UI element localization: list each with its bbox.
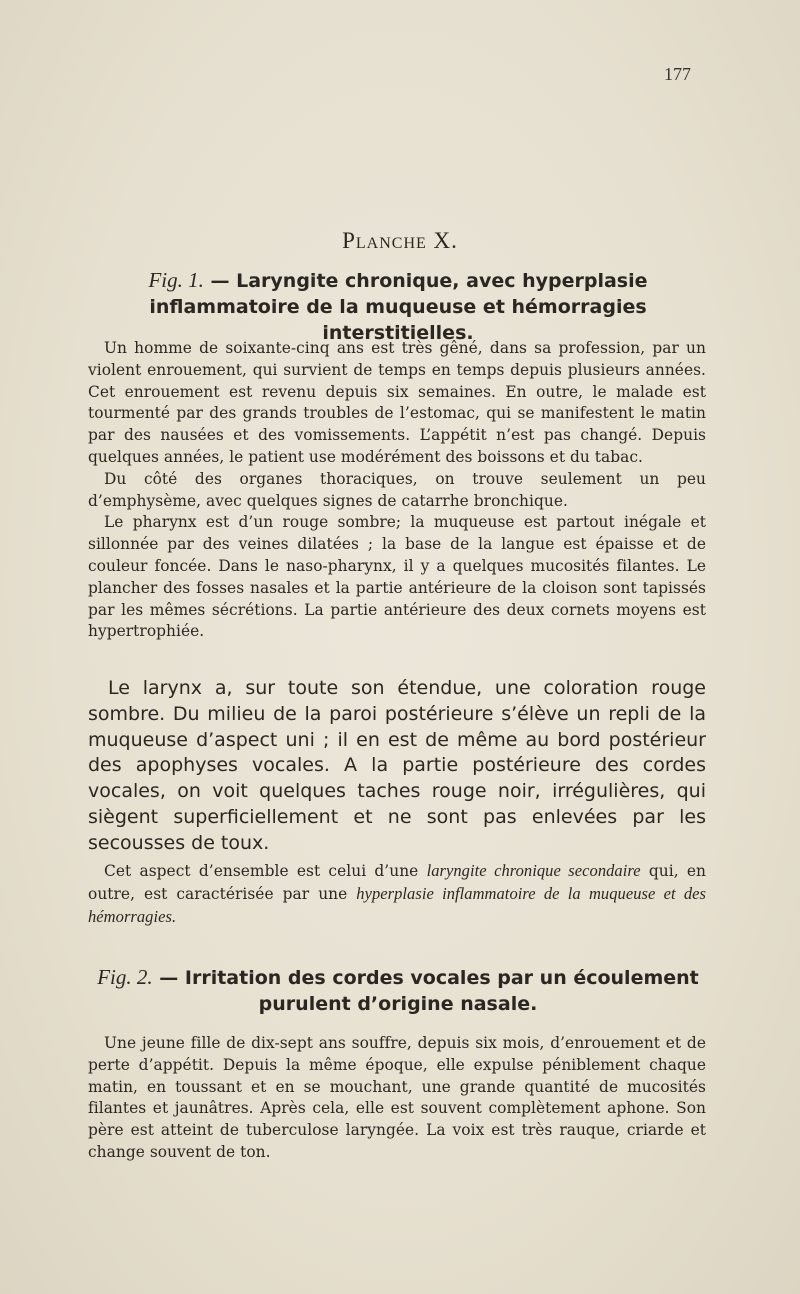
figure-2-dash: — (152, 967, 185, 989)
plate-title-word: LANCHE (355, 235, 427, 252)
summary-text: qui, en outre, est caractérisée par une (88, 862, 706, 903)
figure-1-summary (88, 860, 706, 928)
diagnosis-emphasis: laryngite chronique secondaire (426, 861, 641, 880)
figure-2-title: Irritation des cordes vocales par un écoulement purulent d’origine nasale. (184, 967, 699, 1015)
figure-2-label: Fig. 2. (97, 965, 153, 989)
case-paragraph: Du côté des organes thoraciques, on trouve seulement un peu d’emphysème, avec quelques signes de catarrhe bronchique. (88, 469, 706, 510)
figure-1-dash: — (203, 270, 237, 292)
summary-paragraph (88, 860, 706, 928)
figure-2-heading (88, 964, 708, 1017)
plate-title-initial: P (342, 228, 356, 253)
diagnosis-emphasis: hyperplasie inflammatoire de la muqueuse et des hémorragies. (88, 883, 706, 926)
page-number: 177 (664, 64, 691, 84)
case-paragraph: Le pharynx est d’un rouge sombre; la muqueuse est partout inégale et sillonnée par des veines dilatées ; la base de la langue est épaisse et de couleur foncée. Dans le naso-pharynx, il y a quelques mucosités filantes. Le plancher des fosses nasales et la partie antérieure de la cloison sont tapissés par les mêmes sécrétions. La partie antérieure des deux cornets moyens est hypertrophiée. (88, 513, 706, 641)
figure-1-case-description (88, 338, 706, 643)
figure-1-label: Fig. 1. (148, 268, 204, 292)
case-paragraph: Une jeune fille de dix-sept ans souffre, depuis six mois, d’enrouement et de perte d’appétit. Depuis la même époque, elle expulse péniblement chaque matin, en toussant et en se mouchant, une grande quantité de mucosités filantes et jaunâtres. Après cela, elle est souvent complètement aphone. Son père est atteint de tuberculose laryngée. La voix est très rauque, criarde et change souvent de ton. (88, 1034, 706, 1161)
figure-1-title: Laryngite chronique, avec hyperplasie inflammatoire de la muqueuse et hémorragies interstitielles. (149, 270, 648, 344)
figure-1-larynx-findings (88, 676, 706, 857)
figure-1-heading (88, 267, 708, 346)
larynx-paragraph: Le larynx a, sur toute son étendue, une coloration rouge sombre. Du milieu de la paroi postérieure s’élève un repli de la muqueuse d’aspect uni ; il en est de même au bord postérieur des apophyses vocales. A la partie postérieure des cordes vocales, on voit quelques taches rouge noir, irrégulières, qui siègent superficiellement et ne sont pas enlevées par les secousses de toux. (88, 677, 706, 854)
case-paragraph: Un homme de soixante-cinq ans est très gêné, dans sa profession, par un violent enrouement, qui survient de temps en temps depuis plusieurs années. Cet enrouement est revenu depuis six semaines. En outre, le malade est tourmenté par des grands troubles de l’estomac, qui se manifestent le matin par des nausées et des vomissements. L’appétit n’est pas changé. Depuis quelques années, le patient use modérément des boissons et du tabac. (88, 339, 706, 466)
figure-2-case-description (88, 1033, 706, 1164)
plate-title (0, 228, 800, 254)
summary-text: Cet aspect d’ensemble est celui d’une (104, 862, 427, 880)
plate-title-number: X. (426, 228, 458, 253)
